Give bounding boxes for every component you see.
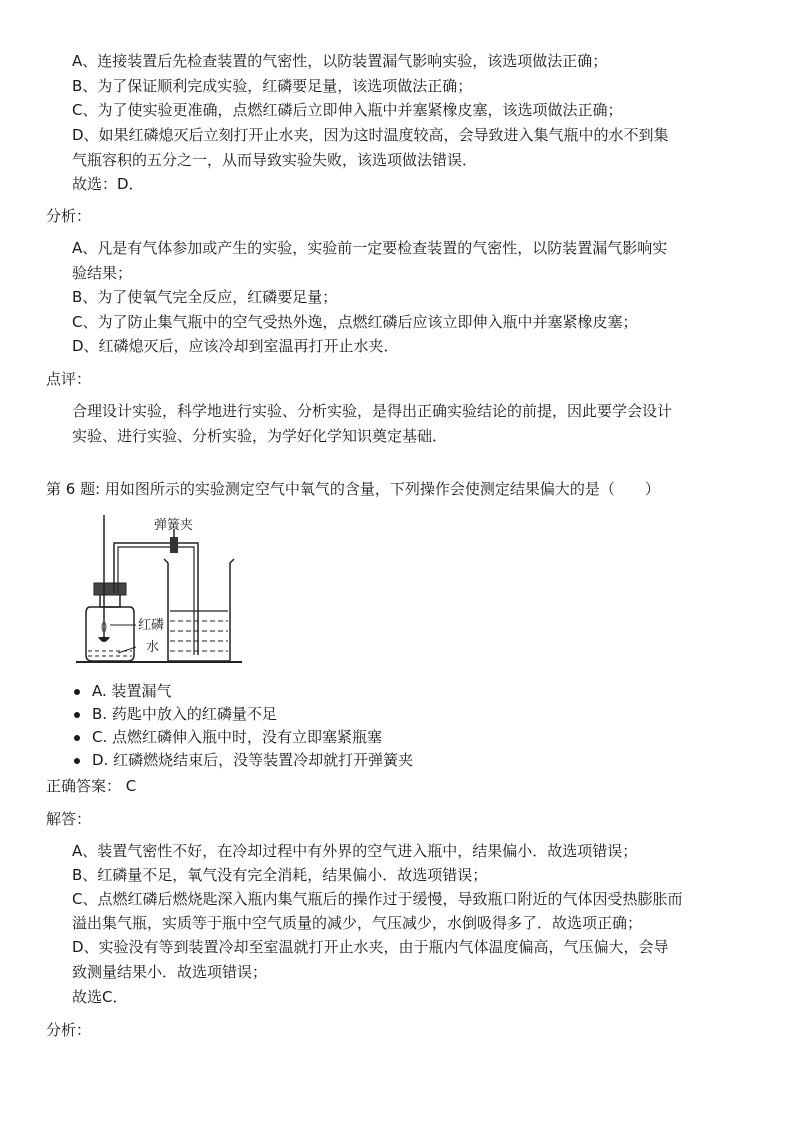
connecting-tube: [114, 543, 198, 655]
solution-line-d: D、实验没有等到装置冷却至室温就打开止水夹，由于瓶内气体温度偏高，气压偏大，会导: [72, 938, 669, 956]
solution-line-c: C、点燃红磷后燃烧匙深入瓶内集气瓶后的操作过于缓慢，导致瓶口附近的气体因受热膨胀而: [72, 890, 683, 908]
correct-answer-value: C: [125, 777, 137, 795]
phosphorus-label: 红磷: [138, 618, 165, 633]
comment-line-2: 实验、进行实验、分析实验，为学好化学知识奠定基础．: [72, 427, 448, 445]
analysis-line-c: C、为了防止集气瓶中的空气受热外逸，点燃红磷后应该立即伸入瓶中并塞紧橡皮塞；: [72, 313, 638, 331]
bullet-icon: [74, 689, 80, 695]
bullet-icon: [74, 735, 80, 741]
question-title: 第 6 题: 用如图所示的实验测定空气中氧气的含量，下列操作会使测定结果偏大的是（ ）: [46, 480, 660, 498]
analysis-line-a: A、凡是有气体参加或产生的实验，实验前一定要检查装置的气密性，以防装置漏气影响实: [72, 239, 668, 257]
experiment-figure: [70, 515, 250, 670]
rubber-stopper: [94, 583, 126, 595]
option-a[interactable]: A. 装置漏气: [72, 680, 413, 703]
clip-label: 弹簧夹: [154, 518, 194, 533]
answer-line-a: A、连接装置后先检查装置的气密性，以防装置漏气影响实验，该选项做法正确；: [72, 52, 608, 70]
solution-heading: 解答：: [46, 810, 92, 828]
spoon-bowl: [98, 637, 110, 642]
analysis-line-a-cont: 验结果；: [72, 264, 133, 282]
option-d[interactable]: D. 红磷燃烧结束后，没等装置冷却就打开弹簧夹: [72, 749, 413, 772]
answer-choice: 故选：D．: [72, 175, 144, 193]
options-list: [72, 680, 413, 772]
analysis-line-d: D、红磷熄灭后，应该冷却到室温再打开止水夹．: [72, 337, 399, 355]
analysis2-heading: 分析：: [46, 1021, 92, 1039]
option-c[interactable]: C. 点燃红磷伸入瓶中时，没有立即塞紧瓶塞: [72, 726, 413, 749]
correct-answer-label: 正确答案：: [46, 777, 122, 795]
answer-line-d: D、如果红磷熄灭后立刻打开止水夹，因为这时温度较高，会导致进入集气瓶中的水不到集: [72, 126, 669, 144]
correct-answer: [46, 775, 136, 797]
option-b[interactable]: B. 药匙中放入的红磷量不足: [72, 703, 413, 726]
beaker: [164, 559, 234, 661]
comment-line-1: 合理设计实验，科学地进行实验、分析实验，是得出正确实验结论的前提，因此要学会设计: [72, 402, 673, 420]
spring-clip: [170, 537, 178, 553]
gas-bottle: [86, 607, 134, 661]
solution-line-d-cont: 致测量结果小．故选项错误；: [72, 963, 268, 981]
comment-heading: 点评：: [46, 370, 92, 388]
bullet-icon: [74, 758, 80, 764]
solution-line-a: A、装置气密性不好，在冷却过程中有外界的空气进入瓶中，结果偏小．故选项错误；: [72, 842, 638, 860]
solution-line-c-cont: 溢出集气瓶，实质等于瓶中空气质量的减少，气压减少，水倒吸得多了．故选项正确；: [72, 914, 643, 932]
analysis-line-b: B、为了使氧气完全反应，红磷要足量；: [72, 288, 338, 306]
answer-line-c: C、为了使实验更准确，点燃红磷后立即伸入瓶中并塞紧橡皮塞，该选项做法正确；: [72, 101, 623, 119]
answer-line-b: B、为了保证顺利完成实验，红磷要足量，该选项做法正确；: [72, 77, 473, 95]
bullet-icon: [74, 712, 80, 718]
solution-choice: 故选C．: [72, 988, 128, 1006]
answer-line-d-cont: 气瓶容积的五分之一，从而导致实验失败，该选项做法错误．: [72, 151, 478, 169]
water-label: 水: [146, 640, 160, 655]
solution-line-b: B、红磷量不足，氧气没有完全消耗，结果偏小．故选项错误；: [72, 866, 488, 884]
analysis-heading: 分析：: [46, 207, 92, 225]
